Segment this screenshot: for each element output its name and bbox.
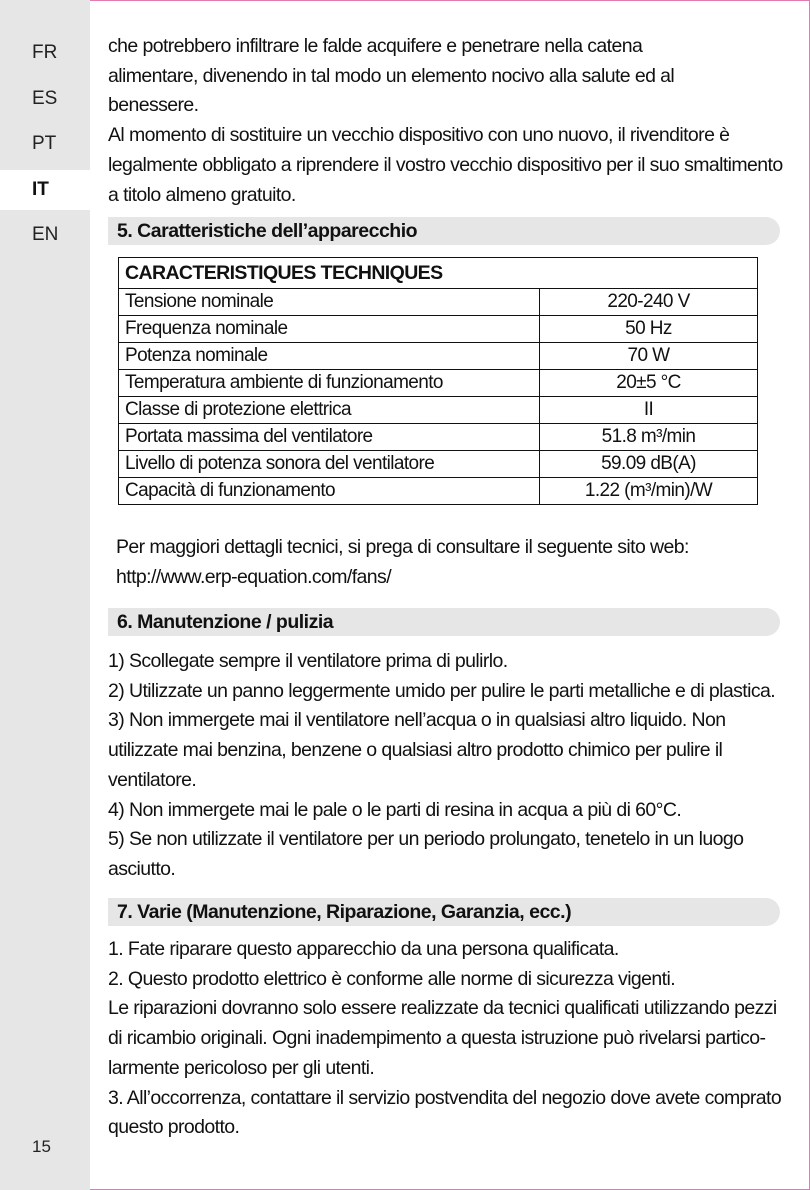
text-line: Le riparazioni dovranno solo essere realizzate da tecnici qualificati utilizzando pezzi (108, 997, 777, 1020)
text-line: 1) Scollegate sempre il ventilatore prima di pulirlo. (108, 650, 508, 672)
text-line: benessere. (108, 94, 199, 117)
text-line: 1. Fate riparare questo apparecchio da una persona qualificata. (108, 938, 619, 960)
section-title: 7. Varie (Manutenzione, Riparazione, Garanzia, ecc.) (117, 901, 572, 923)
spec-value: 1.22 (m³/min)/W (540, 478, 758, 505)
section-6-heading (108, 608, 780, 636)
lang-label: PT (32, 133, 57, 154)
lang-label-active: IT (32, 179, 49, 200)
spec-value: 20±5 °C (540, 370, 758, 397)
spec-label: Temperatura ambiente di funzionamento (119, 370, 540, 397)
lang-label: FR (32, 42, 58, 63)
note-text: Per maggiori dettagli tecnici, si prega di consultare il seguente sito web: (116, 536, 689, 558)
table-row (119, 316, 758, 343)
text-line: larmente pericoloso per gli utenti. (108, 1056, 375, 1079)
spec-label: Frequenza nominale (119, 316, 540, 343)
text-line: di ricambio originali. Ogni inadempimento a questa istruzione può rivelarsi partico- (108, 1027, 766, 1050)
spec-value: 50 Hz (540, 316, 758, 343)
table-title: CARACTERISTIQUES TECHNIQUES (119, 258, 758, 289)
spec-value: 59.09 dB(A) (540, 451, 758, 478)
text-line: asciutto. (108, 857, 176, 880)
spec-value: 220-240 V (540, 289, 758, 316)
language-sidebar (0, 0, 90, 1190)
text-line: legalmente obbligato a riprendere il vostro vecchio dispositivo per il suo smaltimento (108, 153, 783, 176)
text-line: 5) Se non utilizzate il ventilatore per un periodo prolungato, tenetelo in un luogo (108, 828, 744, 851)
table-row (119, 289, 758, 316)
misc-text (108, 935, 788, 1143)
section-7-heading (108, 898, 780, 926)
spec-value: 51.8 m³/min (540, 424, 758, 451)
text-line: utilizzate mai benzina, benzene o qualsiasi altro prodotto chimico per pulire il (108, 739, 723, 762)
table-row (119, 451, 758, 478)
table-header-row (119, 258, 758, 289)
text-line: a titolo almeno gratuito. (108, 183, 296, 206)
text-line: 4) Non immergete mai le pale o le parti di resina in acqua a più di 60°C. (108, 798, 682, 821)
lang-tab-it[interactable] (0, 170, 90, 210)
maintenance-text (108, 647, 788, 885)
text-line: che potrebbero infiltrare le falde acquifere e penetrare nella catena (108, 35, 643, 57)
text-line: questo prodotto. (108, 1116, 240, 1139)
spec-value: II (540, 397, 758, 424)
spec-link[interactable]: http://www.erp-equation.com/fans/ (116, 565, 392, 588)
text-line: Al momento di sostituire un vecchio dispositivo con uno nuovo, il rivenditore è (108, 124, 730, 147)
text-line: 2) Utilizzate un panno leggermente umido per pulire le parti metalliche e di plastica. (108, 679, 776, 702)
section-title: 6. Manutenzione / pulizia (117, 611, 334, 633)
text-line: 3) Non immergete mai il ventilatore nell’acqua o in qualsiasi altro liquido. Non (108, 709, 726, 732)
text-line: 2. Questo prodotto elettrico è conforme alle norme di sicurezza vigenti. (108, 967, 676, 990)
spec-label: Capacità di funzionamento (119, 478, 540, 505)
section-title: 5. Caratteristiche dell’apparecchio (117, 220, 418, 242)
text-line: 3. All’occorrenza, contattare il servizio postvendita del negozio dove avete comprato (108, 1086, 782, 1109)
lang-label: ES (32, 88, 58, 109)
table-row (119, 424, 758, 451)
intro-text (108, 32, 788, 210)
table-row (119, 370, 758, 397)
text-line: ventilatore. (108, 768, 197, 791)
text-line: alimentare, divenendo in tal modo un elemento nocivo alla salute ed al (108, 64, 675, 87)
spec-label: Potenza nominale (119, 343, 540, 370)
spec-table (118, 257, 758, 505)
spec-value: 70 W (540, 343, 758, 370)
table-row (119, 343, 758, 370)
table-row (119, 397, 758, 424)
spec-label: Livello di potenza sonora del ventilatore (119, 451, 540, 478)
spec-label: Portata massima del ventilatore (119, 424, 540, 451)
page-number: 15 (32, 1137, 51, 1156)
table-row (119, 478, 758, 505)
lang-label: EN (32, 224, 59, 245)
spec-label: Tensione nominale (119, 289, 540, 316)
spec-label: Classe di protezione elettrica (119, 397, 540, 424)
spec-note (116, 533, 796, 592)
section-5-heading (108, 217, 780, 245)
